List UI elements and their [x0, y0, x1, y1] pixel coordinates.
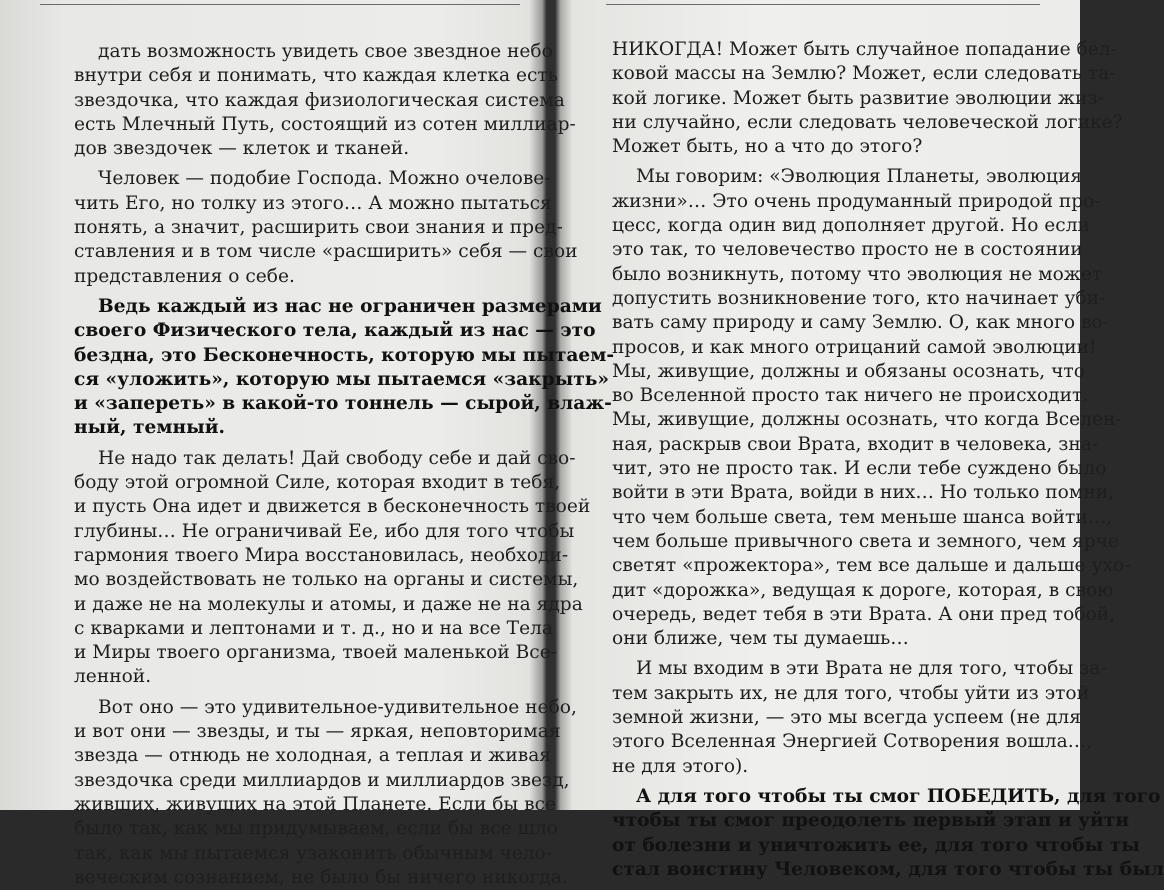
text-line: есть Млечный Путь, состоящий из сотен миллиар- [74, 113, 576, 135]
paragraph [74, 696, 577, 890]
text-line: своего Физического тела, каждый из нас — это [74, 320, 596, 342]
text-line: просов, и как много отрицаний самой эволюции! [612, 336, 1097, 358]
text-line: чем больше привычного света и земного, чем ярче [612, 530, 1119, 552]
text-line: Может быть, но а что до этого? [612, 136, 923, 158]
text-line: чит, это не просто так. И если тебе суждено было [612, 458, 1107, 480]
text-line: войти в эти Врата, войди в них… Но только помни, [612, 482, 1115, 504]
text-line: допустить возникновение того, кто начинает уби- [612, 287, 1106, 309]
text-line: было так, как мы придумываем, если бы все шло [74, 818, 558, 840]
text-line: понять, а значит, расширить свои знания и пред- [74, 217, 563, 239]
text-line: и пусть Она идет и движется в бесконечность твоей [74, 496, 591, 518]
paragraph [612, 165, 1131, 651]
text-line: ни случайно, если следовать человеческой логике? [612, 111, 1123, 133]
text-line: дит «дорожка», ведущая к дороге, которая, в свою [612, 579, 1114, 601]
text-line: вать саму природу и саму Землю. О, как много во- [612, 312, 1109, 334]
text-line: что чем больше света, тем меньше шанса войти…, [612, 506, 1113, 528]
text-line: тем закрыть их, не для того, чтобы уйти из этой [612, 682, 1090, 704]
left-page-text [74, 40, 615, 890]
text-line: ный, темный. [74, 417, 226, 439]
text-line: от болезни и уничтожить ее, для того чтобы ты [612, 834, 1140, 856]
paragraph [612, 657, 1107, 778]
text-line: кой логике. Может быть развитие эволюции жиз- [612, 87, 1104, 109]
text-line: живших, живущих на этой Планете. Если бы все [74, 793, 557, 815]
text-line: было возникнуть, потому что эволюция не может [612, 263, 1103, 285]
text-line: стал воистину Человеком, для того чтобы ты был [612, 858, 1164, 880]
text-line: и вот они — звезды, и ты — яркая, неповторимая [74, 721, 561, 743]
right-page-text [612, 38, 1164, 882]
text-line: и даже не на молекулы и атомы, и даже не на ядра [74, 593, 583, 615]
text-line: Человек — подобие Господа. Можно очелове- [98, 168, 551, 190]
text-line: ленной. [74, 666, 152, 688]
text-line: и Миры твоего организма, твоей маленькой Все- [74, 642, 557, 664]
text-line: ся «уложить», которую мы пытаемся «закрыть» [74, 368, 609, 390]
text-line: светят «прожектора», тем все дальше и дальше ухо- [612, 555, 1131, 577]
paragraph [74, 167, 578, 288]
text-line: НИКОГДА! Может быть случайное попадание бел- [612, 39, 1117, 60]
text-line: этого Вселенная Энергией Сотворения вошла…, [612, 731, 1093, 753]
text-line: гармония твоего Мира восстановилась, необходи- [74, 544, 569, 566]
text-line: звездочка среди миллиардов и миллиардов звезд, [74, 769, 570, 791]
text-line: дов звездочек — клеток и тканей. [74, 138, 410, 160]
text-line: и «запереть» в какой-то тоннель — сырой, влаж- [74, 393, 612, 415]
text-line: Не надо так делать! Дай свободу себе и дай сво- [98, 447, 576, 469]
right-page-top-rule [606, 4, 1040, 5]
text-line: внутри себя и понимать, что каждая клетка есть [74, 65, 558, 87]
text-line: земной жизни, — это мы всегда успеем (не для [612, 707, 1081, 729]
text-line: ковой массы на Землю? Может, если следовать та- [612, 63, 1116, 85]
text-line: Мы, живущие, должны и обязаны осознать, что [612, 360, 1085, 382]
text-line: И мы входим в эти Врата не для того, чтобы за- [636, 658, 1107, 680]
text-line: боду этой огромной Силе, которая входит в тебя, [74, 472, 561, 494]
text-line: не для этого). [612, 755, 749, 777]
paragraph [74, 40, 576, 161]
text-line: жизни»… Это очень продуманный природой про- [612, 190, 1101, 212]
text-line: глубины… Не ограничивай Ее, ибо для того чтобы [74, 520, 575, 542]
paragraph [74, 447, 591, 690]
text-line: Мы, живущие, должны осознать, что когда Вселен- [612, 409, 1122, 431]
text-line: ная, раскрыв свои Врата, входит в человека, зна- [612, 433, 1099, 455]
text-line: чить Его, но толку из этого… А можно пытаться [74, 192, 552, 214]
paragraph [612, 38, 1123, 159]
text-line: они ближе, чем ты думаешь… [612, 628, 909, 650]
text-line: ставления и в том числе «расширить» себя — свои [74, 241, 578, 263]
text-line: с кварками и лептонами и т. д., но и на все Тела [74, 617, 553, 639]
text-line: представления о себе. [74, 265, 295, 287]
text-line: так, как мы пытаемся узаконить обычным чело- [74, 842, 553, 864]
text-line: цесс, когда один вид дополняет другой. Но если [612, 215, 1090, 237]
text-line: звезда — отнюдь не холодная, а теплая и живая [74, 745, 552, 767]
text-line: это так, то человечество просто не в состоянии [612, 239, 1083, 261]
left-page-top-rule [40, 4, 520, 5]
text-line: звездочка, что каждая физиологическая система [74, 89, 565, 111]
text-line: бездна, это Бесконечность, которую мы пытаем- [74, 344, 615, 366]
text-line: дать возможность увидеть свое звездное небо [98, 41, 553, 62]
text-line: мо воздействовать не только на органы и системы, [74, 569, 579, 591]
right-page [556, 0, 1164, 880]
text-line: Вот оно — это удивительное-удивительное небо, [98, 696, 577, 718]
text-line: веческим сознанием, не было бы ничего никогда. [74, 866, 568, 888]
text-line: Ведь каждый из нас не ограничен размерами [98, 295, 602, 317]
text-line: Мы говорим: «Эволюция Планеты, эволюция [636, 166, 1083, 188]
paragraph [612, 785, 1164, 882]
text-line: чтобы ты смог преодолеть первый этап и уйти [612, 810, 1130, 832]
paragraph [74, 295, 615, 441]
text-line: А для того чтобы ты смог ПОБЕДИТЬ, для того [636, 785, 1161, 807]
text-line: во Вселенной просто так ничего не происходит. [612, 385, 1089, 407]
text-line: очередь, ведет тебя в эти Врата. А они пред тобой, [612, 603, 1115, 625]
